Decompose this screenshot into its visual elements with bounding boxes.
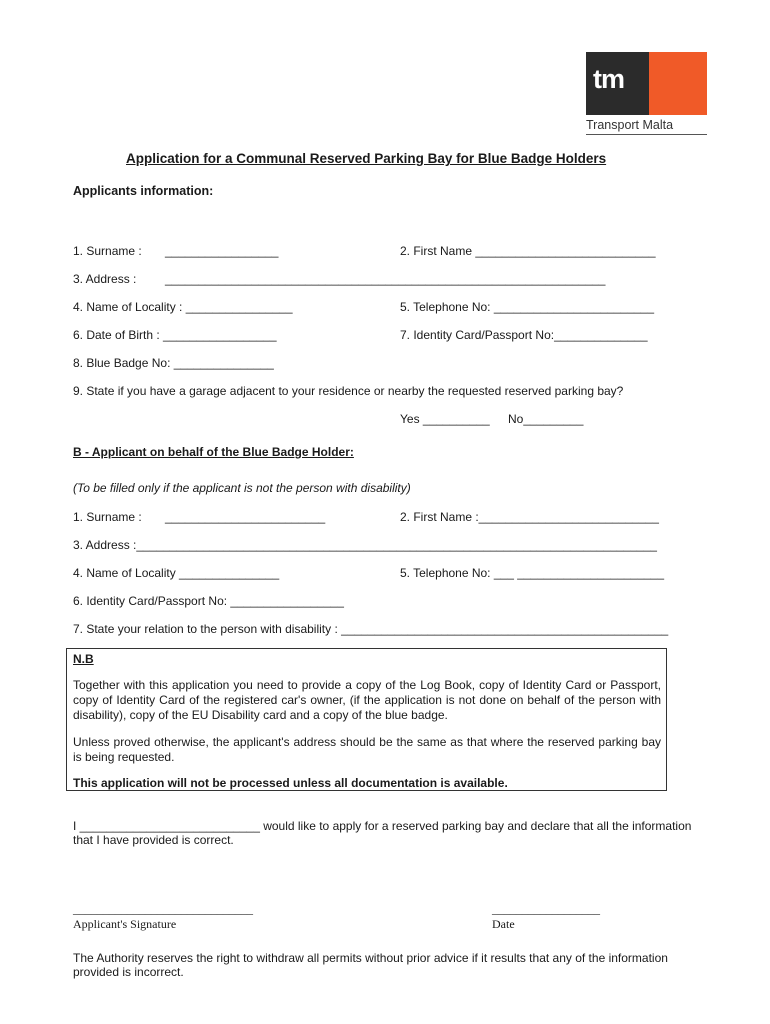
nb-paragraph-address: Unless proved otherwise, the applicant's address should be the same as that where the reserved parking bay is being requested.: [73, 735, 661, 764]
date-of-birth-field[interactable]: 6. Date of Birth : _________________: [73, 328, 277, 342]
nb-paragraph-warning: This application will not be processed unless all documentation is available.: [73, 776, 508, 790]
logo-mark: tm: [593, 64, 624, 94]
b-first-name-field[interactable]: 2. First Name :___________________________: [400, 510, 659, 524]
id-card-field[interactable]: 7. Identity Card/Passport No:______________: [400, 328, 648, 342]
b-locality-field[interactable]: 4. Name of Locality _______________: [73, 566, 280, 580]
address-field[interactable]: __________________________________________________________________: [165, 272, 606, 286]
nb-heading: N.B: [73, 652, 94, 666]
signature-line[interactable]: ______________________________: [73, 902, 253, 916]
telephone-field[interactable]: 5. Telephone No: ________________________: [400, 300, 655, 314]
declaration-line-2: that I have provided is correct.: [73, 833, 234, 847]
section-b-heading: B - Applicant on behalf of the Blue Badge Holder:: [73, 445, 354, 459]
logo-dark-block: [586, 52, 649, 115]
date-line[interactable]: __________________: [492, 902, 600, 916]
date-label: Date: [492, 917, 515, 931]
footer-line-1: The Authority reserves the right to withdraw all permits without prior advice if it results that any of the information: [73, 951, 668, 965]
logo-orange-block: [649, 52, 707, 115]
address-label: 3. Address :: [73, 272, 137, 286]
blue-badge-field[interactable]: 8. Blue Badge No: _______________: [73, 356, 274, 370]
garage-no-field[interactable]: No_________: [508, 412, 584, 426]
b-relation-field[interactable]: 7. State your relation to the person with disability : _________________________________________________: [73, 622, 669, 636]
garage-yes-field[interactable]: Yes __________: [400, 412, 490, 426]
b-address-field[interactable]: 3. Address :______________________________________________________________________________: [73, 538, 657, 552]
surname-label: 1. Surname :: [73, 244, 142, 258]
footer-line-2: provided is incorrect.: [73, 965, 184, 979]
signature-label: Applicant's Signature: [73, 917, 177, 931]
b-surname-field[interactable]: ________________________: [165, 510, 326, 524]
b-surname-label: 1. Surname :: [73, 510, 142, 524]
transport-malta-logo: [586, 52, 707, 136]
section-b-note: (To be filled only if the applicant is not the person with disability): [73, 481, 411, 495]
logo-rule: [586, 134, 707, 135]
b-telephone-field[interactable]: 5. Telephone No: ___ ______________________: [400, 566, 665, 580]
first-name-field[interactable]: 2. First Name ___________________________: [400, 244, 656, 258]
locality-field[interactable]: 4. Name of Locality : ________________: [73, 300, 293, 314]
logo-name: Transport Malta: [586, 118, 674, 132]
form-title: Application for a Communal Reserved Parking Bay for Blue Badge Holders: [126, 151, 607, 166]
garage-question: 9. State if you have a garage adjacent to your residence or nearby the requested reserved parking bay?: [73, 384, 624, 398]
surname-field[interactable]: _________________: [165, 244, 279, 258]
applicants-info-heading: Applicants information:: [73, 184, 214, 198]
declaration-line-1[interactable]: I ___________________________ would like to apply for a reserved parking bay and declare that all the information: [73, 819, 692, 833]
nb-paragraph-documents: Together with this application you need to provide a copy of the Log Book, copy of Identity Card or Passport, copy of Identity Card of the registered car's owner, (if the application is not done on behalf of the person with disability), copy of the EU Disability card and a copy of the blue badge.: [73, 678, 661, 722]
b-id-card-field[interactable]: 6. Identity Card/Passport No: _________________: [73, 594, 344, 608]
